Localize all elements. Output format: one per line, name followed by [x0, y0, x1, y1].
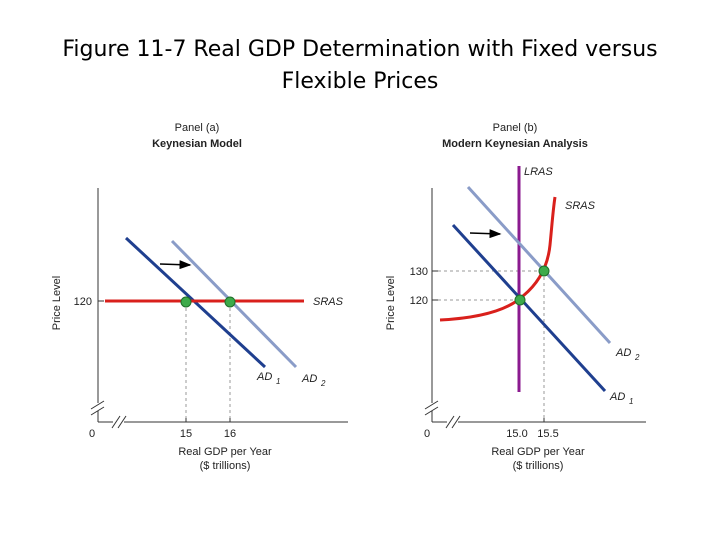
panel-a-origin-label: 0: [88, 428, 96, 440]
panel-b-x-tick-label-15-5: 15.5: [537, 428, 559, 440]
slide-title-line-1: Figure 11-7 Real GDP Determination with Fixed versus: [62, 37, 658, 62]
panel-b-x-tick-label-15-0: 15.0: [506, 428, 528, 440]
panel-b-lras-label: LRAS: [524, 166, 553, 178]
svg-text:1: 1: [629, 397, 634, 406]
panel-b: [385, 122, 646, 472]
panel-a-name: Keynesian Model: [152, 138, 242, 150]
svg-text:1: 1: [276, 377, 281, 386]
panel-a-ad1-label: [256, 371, 280, 386]
panel-b-equilibrium-point-1: [515, 295, 525, 305]
svg-text:AD: AD: [616, 347, 632, 359]
svg-text:AD: AD: [257, 371, 273, 383]
panel-a-equilibrium-point-2: [225, 297, 235, 307]
panel-a-ad2-label: [301, 373, 326, 388]
slide-title-line-2: Flexible Prices: [281, 69, 439, 94]
panel-b-sras-label: SRAS: [565, 200, 595, 212]
panel-a-label: Panel (a): [174, 122, 220, 134]
panel-b-equilibrium-point-2: [539, 266, 549, 276]
panel-b-ad1-label: [609, 391, 633, 406]
panel-a-x-axis-unit: ($ trillions): [199, 460, 251, 472]
panel-b-x-axis-unit: ($ trillions): [512, 460, 564, 472]
panel-a-sras-label: SRAS: [313, 296, 343, 308]
panel-b-ad1-curve: [453, 225, 605, 391]
svg-text:2: 2: [635, 353, 640, 362]
panel-b-name: Modern Keynesian Analysis: [442, 138, 588, 150]
panel-b-label: Panel (b): [492, 122, 538, 134]
panel-b-ad2-label: [615, 347, 640, 362]
panel-a-y-axis-label: Price Level: [51, 275, 63, 331]
panel-a-x-axis-label: Real GDP per Year: [178, 446, 272, 458]
panel-b-origin-label: 0: [423, 428, 431, 440]
panel-a: [51, 122, 348, 472]
panel-b-y-tick-label-130: 130: [409, 266, 428, 278]
panel-a-shift-arrow: [160, 264, 190, 265]
panel-a-x-tick-label-15: 15: [179, 428, 193, 440]
panel-b-y-tick-label-120: 120: [409, 295, 428, 307]
svg-text:2: 2: [321, 379, 326, 388]
panel-b-y-axis-label: Price Level: [385, 275, 397, 331]
panel-b-shift-arrow: [470, 233, 500, 234]
panel-a-equilibrium-point-1: [181, 297, 191, 307]
panel-b-x-axis-label: Real GDP per Year: [491, 446, 585, 458]
svg-text:AD: AD: [610, 391, 626, 403]
svg-text:AD: AD: [302, 373, 318, 385]
panel-a-y-tick-label-120: 120: [73, 296, 92, 308]
panel-a-x-tick-label-16: 16: [223, 428, 237, 440]
panel-b-sras-curve: [440, 197, 555, 320]
